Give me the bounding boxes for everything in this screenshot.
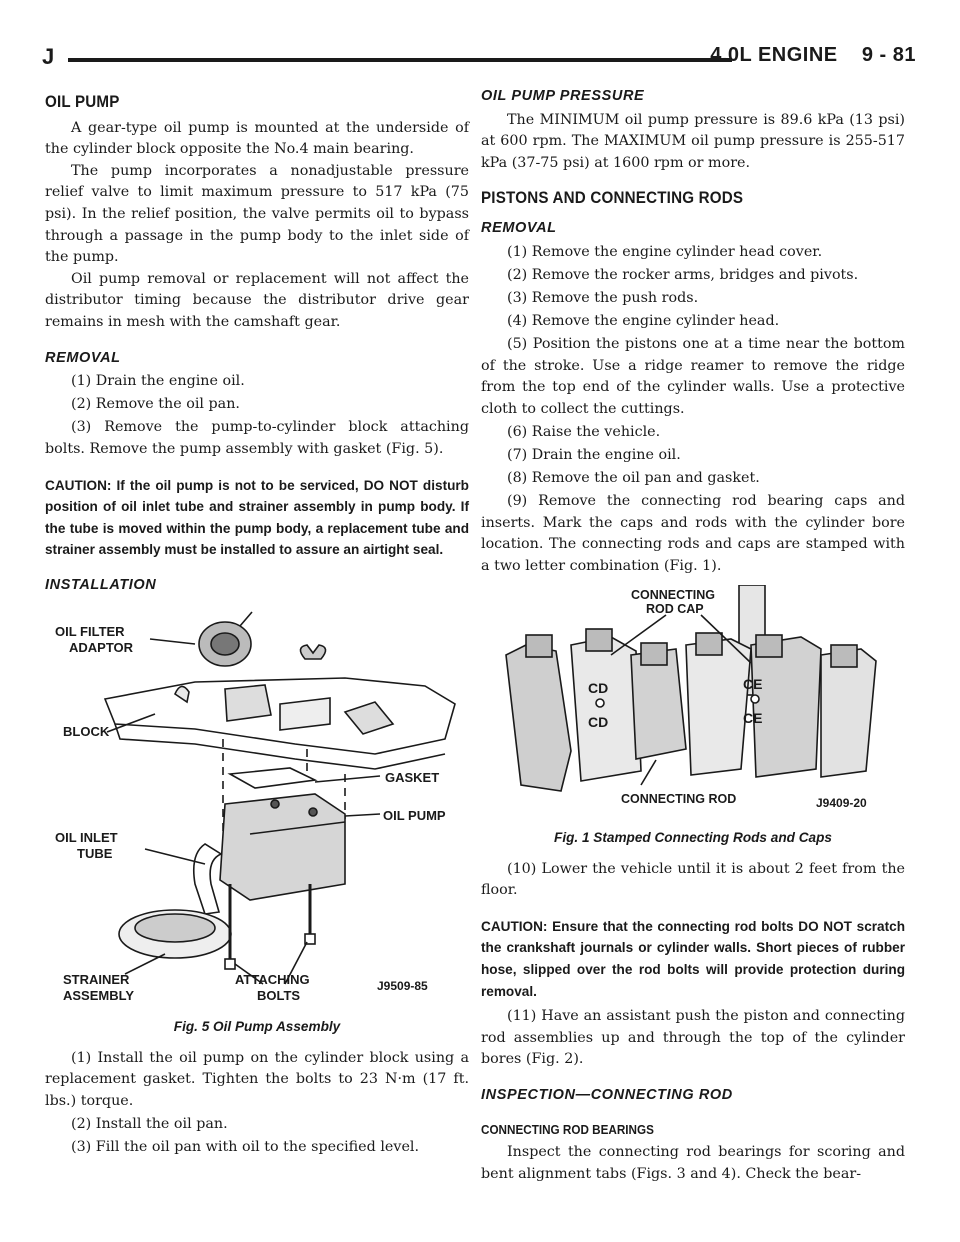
oil-pump-paragraph-2: The pump incorporates a nonadjustable pressure relief valve to limit maximum pressure to 517 kPa (75 psi). In the relief position, the valve permits oil to bypass through a passage in the pump body to the inlet side of the pump.	[45, 162, 469, 266]
inspection-heading: INSPECTION—CONNECTING ROD	[481, 1087, 733, 1103]
piston-step-11: (11) Have an assistant push the piston and connecting rod assemblies up and through the top of the cylinder bores (Fig. 2).	[481, 1008, 905, 1068]
oil-pump-heading: OIL PUMP	[45, 93, 120, 111]
install-step-2: (2) Install the oil pan.	[71, 1115, 228, 1132]
oil-pump-caution: CAUTION: If the oil pump is not to be serviced, DO NOT disturb position of oil inlet tube and strainer assembly in pump body. If the tube is moved within the pump body, a replacement tube and strainer assembly must be installed to assure an airtight seal.	[45, 477, 469, 558]
label-tube: TUBE	[77, 846, 113, 862]
piston-step-8: (8) Remove the oil pan and gasket.	[507, 470, 760, 486]
fig1-caption: Fig. 1 Stamped Connecting Rods and Caps	[554, 830, 832, 846]
piston-step-1: (1) Remove the engine cylinder head cover.	[507, 243, 823, 260]
right-column	[481, 86, 905, 1185]
install-step-3: (3) Fill the oil pan with oil to the specified level.	[71, 1139, 420, 1156]
stamp-ce-top: CE	[743, 676, 763, 693]
header-rule	[68, 58, 732, 62]
oil-pump-removal-heading: REMOVAL	[45, 349, 121, 366]
oil-pump-illustration	[45, 604, 469, 1004]
pistons-removal-heading: REMOVAL	[481, 219, 557, 236]
bearings-heading: CONNECTING ROD BEARINGS	[481, 1121, 654, 1137]
piston-step-10: (10) Lower the vehicle until it is about 2 feet from the floor.	[481, 860, 905, 899]
label-connecting-rod: CONNECTING ROD	[621, 792, 737, 807]
oil-pump-paragraph-3: Oil pump removal or replacement will not affect the distributor timing because the distributor drive gear remains in mesh with the camshaft gear.	[45, 270, 469, 330]
removal-step-1: (1) Drain the engine oil.	[71, 373, 245, 390]
removal-step-3: (3) Remove the pump-to-cylinder block attaching bolts. Remove the pump assembly with gasket (Fig. 5).	[45, 419, 469, 457]
header-letter: J	[42, 44, 55, 69]
stamp-cd-top: CD	[588, 680, 609, 697]
piston-step-2: (2) Remove the rocker arms, bridges and pivots.	[507, 266, 859, 283]
install-step-1: (1) Install the oil pump on the cylinder block using a replacement gasket. Tighten the bolts to 23 N·m (17 ft. lbs.) torque.	[45, 1049, 469, 1109]
piston-step-7: (7) Drain the engine oil.	[507, 446, 681, 463]
label-block: BLOCK	[63, 724, 110, 740]
label-fig5-code: J9509-85	[377, 979, 428, 994]
oil-pump-pressure-heading: OIL PUMP PRESSURE	[481, 88, 645, 104]
label-oil-filter: OIL FILTER	[55, 624, 125, 640]
label-connecting: CONNECTING	[631, 588, 716, 603]
connecting-rod-caution: CAUTION: Ensure that the connecting rod bolts DO NOT scratch the crankshaft journals or cylinder walls. Short pieces of rubber hose, slipped over the rod bolts will provide protection during removal.	[481, 918, 905, 999]
header-title: 4.0L ENGINE 9 - 81	[710, 44, 916, 66]
label-adaptor: ADAPTOR	[69, 640, 134, 656]
stamp-cd-bottom: CD	[588, 714, 609, 731]
label-bolts: BOLTS	[257, 988, 301, 1004]
bearings-text: Inspect the connecting rod bearings for scoring and bent alignment tabs (Figs. 3 and 4). Check the bear-	[481, 1144, 905, 1182]
label-gasket: GASKET	[385, 770, 440, 786]
piston-step-5: (5) Position the pistons one at a time near the bottom of the stroke. Use a ridge reamer to remove the ridge from the top end of the cylinder walls. Use a protective cloth to collect the cuttings.	[481, 335, 905, 417]
oil-pump-pressure-text: The MINIMUM oil pump pressure is 89.6 kPa (13 psi) at 600 rpm. The MAXIMUM oil pump pressure is 255-517 kPa (37-75 psi) at 1600 rpm or more.	[481, 111, 905, 171]
piston-step-6: (6) Raise the vehicle.	[507, 423, 661, 440]
piston-step-4: (4) Remove the engine cylinder head.	[507, 312, 780, 329]
stamp-ce-bottom: CE	[743, 710, 763, 727]
installation-heading: INSTALLATION	[45, 576, 157, 593]
oil-pump-paragraph-1: A gear-type oil pump is mounted at the underside of the cylinder block opposite the No.4 main bearing.	[45, 119, 469, 158]
label-assembly: ASSEMBLY	[63, 988, 135, 1004]
connecting-rods-illustration	[481, 585, 905, 815]
label-oil-inlet: OIL INLET	[55, 830, 118, 846]
removal-step-2: (2) Remove the oil pan.	[71, 396, 240, 413]
piston-step-9: (9) Remove the connecting rod bearing caps and inserts. Mark the caps and rods with the cylinder bore location. The connecting rods and caps are stamped with a two letter combination (Fig. 1).	[481, 493, 905, 574]
pistons-heading: PISTONS AND CONNECTING RODS	[481, 189, 744, 208]
label-attaching: ATTACHING	[235, 972, 310, 988]
fig1-connecting-rods-diagram	[481, 585, 905, 823]
piston-step-3: (3) Remove the push rods.	[507, 289, 699, 306]
fig5-oil-pump-diagram	[45, 604, 469, 1012]
label-oil-pump: OIL PUMP	[383, 808, 446, 824]
label-fig1-code: J9409-20	[816, 796, 867, 811]
label-strainer: STRAINER	[63, 972, 130, 988]
page-header	[42, 44, 916, 74]
label-rod-cap: ROD CAP	[646, 602, 704, 617]
fig5-caption: Fig. 5 Oil Pump Assembly	[173, 1019, 341, 1035]
left-column	[45, 86, 469, 1160]
